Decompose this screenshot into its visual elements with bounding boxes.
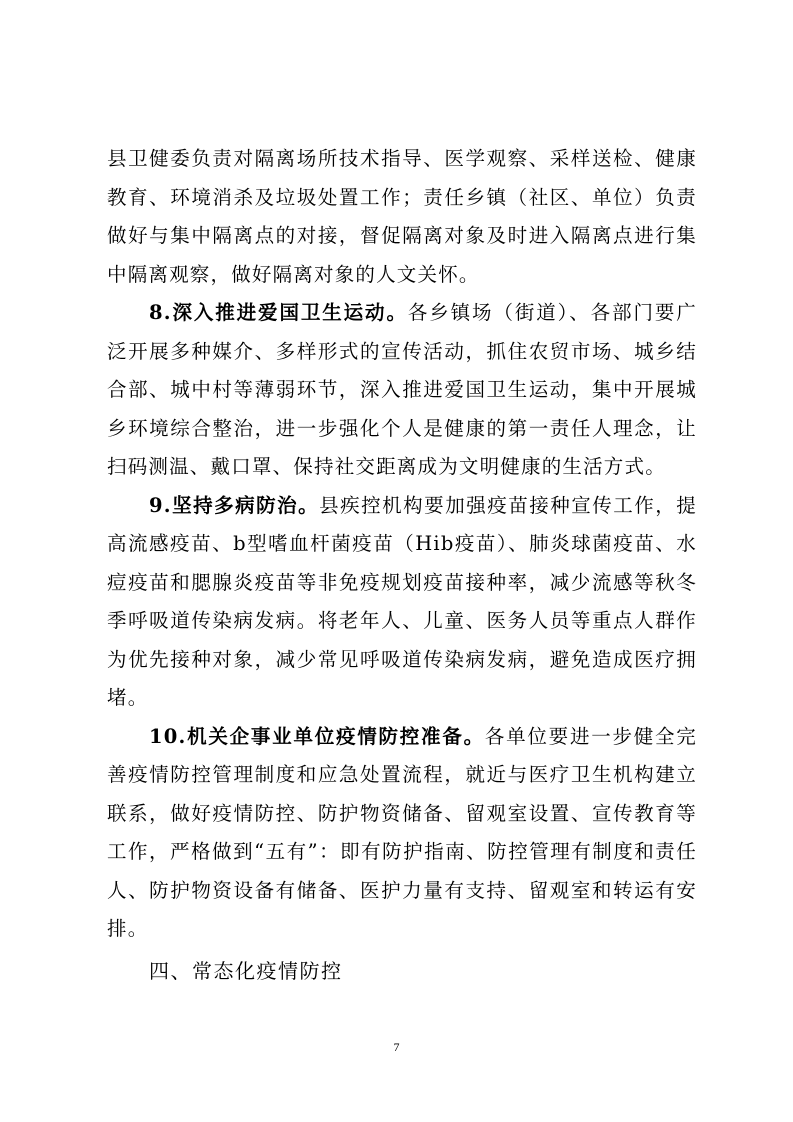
paragraph-multi-disease-prevention <box>107 487 697 718</box>
paragraph-text: 县卫健委负责对隔离场所技术指导、医学观察、采样送检、健康教育、环境消杀及垃圾处置工作；责任乡镇（社区、单位）负责做好与集中隔离点的对接，督促隔离对象及时进入隔离点进行集中隔离观察，做好隔离对象的人文关怀。 <box>107 147 697 286</box>
paragraph-text: 各乡镇场（街道）、各部门要广泛开展多种媒介、多样形式的宣传活动，抓住农贸市场、城乡结合部、城中村等薄弱环节，深入推进爱国卫生运动，集中开展城乡环境综合整治，进一步强化个人是健康的第一责任人理念，让扫码测温、戴口罩、保持社交距离成为文明健康的生活方式。 <box>107 301 697 478</box>
paragraph-lead: 9.坚持多病防治。 <box>149 493 320 517</box>
document-body <box>107 140 697 990</box>
paragraph-text: 县疾控机构要加强疫苗接种宣传工作，提高流感疫苗、b型嗜血杆菌疫苗（Hib疫苗）、肺炎球菌疫苗、水痘疫苗和腮腺炎疫苗等非免疫规划疫苗接种率，减少流感等秋冬季呼吸道传染病发病。将老年人、儿童、医务人员等重点人群作为优先接种对象，减少常见呼吸道传染病发病，避免造成医疗拥堵。 <box>107 493 697 709</box>
paragraph-isolation-duties <box>107 140 697 294</box>
section-heading: 四、常态化疫情防控 <box>149 958 343 983</box>
paragraph-lead: 8.深入推进爱国卫生运动。 <box>149 301 408 324</box>
paragraph-lead: 10.机关企事业单位疫情防控准备。 <box>149 724 485 748</box>
paragraph-institution-preparedness <box>107 718 697 949</box>
paragraph-text: 各单位要进一步健全完善疫情防控管理制度和应急处置流程，就近与医疗卫生机构建立联系，做好疫情防控、防护物资储备、留观室设置、宣传教育等工作，严格做到“五有”：即有防护指南、防控管理有制度和责任人、防护物资设备有储备、医护力量有支持、留观室和转运有安排。 <box>107 724 697 940</box>
page-number: 7 <box>393 1040 400 1054</box>
paragraph-patriotic-health-campaign <box>107 294 697 487</box>
